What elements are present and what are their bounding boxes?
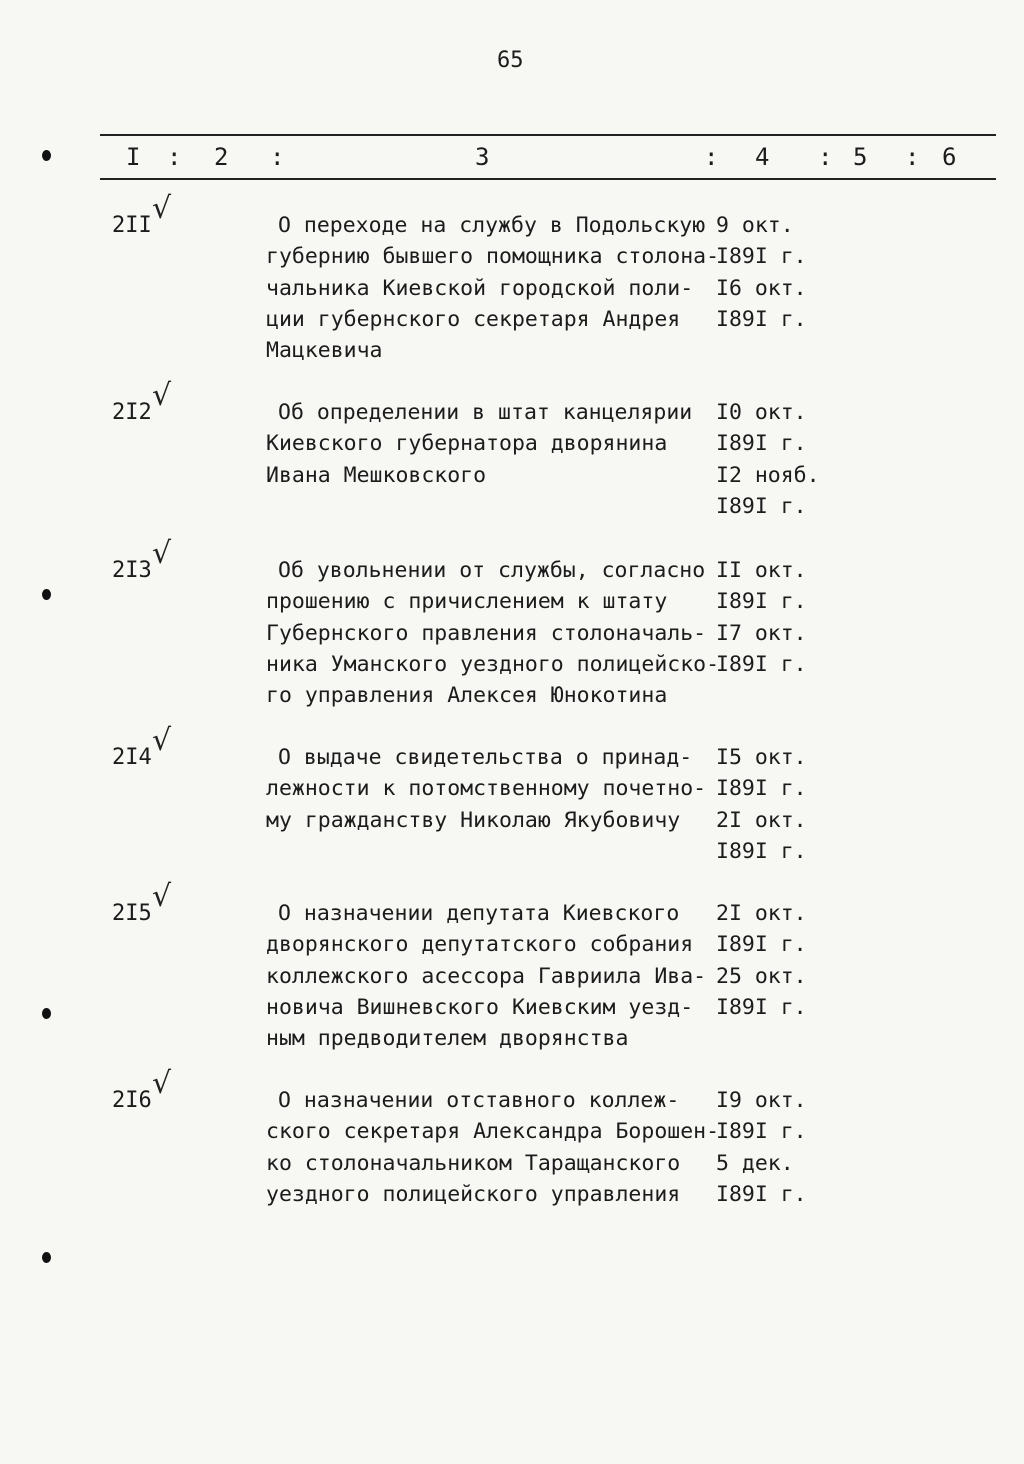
description-line: ника Уманского уездного полицейско- [266, 651, 720, 677]
description-line: губернию бывшего помощника столона- [266, 244, 720, 270]
date-line: I89I г. [716, 431, 807, 457]
header-col-3: 3 [475, 143, 490, 171]
check-mark: √ [152, 378, 172, 413]
date-line: I89I г. [716, 244, 807, 270]
description-line: Об увольнении от службы, согласно [278, 558, 706, 583]
description-line: О выдаче свидетельства о принад- [278, 745, 693, 770]
header-col-2: 2 [214, 143, 229, 171]
date-line: I89I г. [716, 1181, 807, 1207]
date-line: I89I г. [716, 932, 807, 958]
check-mark: √ [152, 191, 172, 226]
date-line: 25 окт. [716, 963, 807, 989]
date-line: 2I окт. [716, 901, 807, 926]
header-col-1: I [126, 143, 141, 171]
date-line: I89I г. [716, 776, 807, 802]
date-line: I2 нояб. [716, 462, 820, 488]
entry-number: 2I2 [112, 400, 152, 425]
check-mark: √ [152, 1066, 172, 1101]
binding-hole-mark [42, 150, 51, 161]
header-separator: : [270, 143, 285, 171]
date-line: I89I г. [716, 651, 807, 677]
description-line: ского секретаря Александра Борошен- [266, 1119, 720, 1145]
entry-number: 2I3 [112, 558, 152, 583]
binding-hole-mark [42, 1008, 51, 1019]
date-line: I5 окт. [716, 745, 807, 770]
check-mark: √ [152, 723, 172, 758]
date-line: 5 дек. [716, 1150, 794, 1176]
date-line: I89I г. [716, 306, 807, 332]
entry-number: 2I6 [112, 1088, 152, 1113]
date-line: I0 окт. [716, 400, 807, 425]
description-line: прошению с причислением к штату [266, 589, 668, 615]
description-line: ции губернского секретаря Андрея [266, 306, 681, 332]
date-line: II окт. [716, 558, 807, 583]
description-line: Об определении в штат канцелярии [278, 400, 693, 425]
header-separator: : [905, 143, 920, 171]
description-line: чальника Киевской городской поли- [266, 275, 694, 301]
description-line: ко столоначальником Таращанского [266, 1150, 681, 1176]
date-line: I9 окт. [716, 1088, 807, 1113]
date-line: I89I г. [716, 838, 807, 864]
date-line: 2I окт. [716, 807, 807, 833]
header-separator: : [167, 143, 182, 171]
entry-number: 2I4 [112, 745, 152, 770]
check-mark: √ [152, 536, 172, 571]
description-line: Киевского губернатора дворянина [266, 431, 668, 457]
check-mark: √ [152, 879, 172, 914]
description-line: дворянского депутатского собрания [266, 932, 694, 958]
header-col-5: 5 [853, 143, 868, 171]
date-line: I89I г. [716, 994, 807, 1020]
header-top-rule [100, 134, 996, 136]
date-line: I7 окт. [716, 620, 807, 646]
header-col-6: 6 [942, 143, 957, 171]
description-line: О переходе на службу в Подольскую [278, 213, 706, 238]
description-line: Ивана Мешковского [266, 462, 487, 488]
description-line: коллежского асессора Гавриила Ива- [266, 963, 707, 989]
description-line: новича Вишневского Киевским уезд- [266, 994, 694, 1020]
date-line: I89I г. [716, 1119, 807, 1145]
header-separator: : [704, 143, 719, 171]
description-line: ным предводителем дворянства [266, 1026, 629, 1052]
description-line: уездного полицейского управления [266, 1181, 681, 1207]
header-col-4: 4 [755, 143, 770, 171]
date-line: I89I г. [716, 493, 807, 519]
description-line: го управления Алексея Юнокотина [266, 683, 668, 709]
description-line: О назначении депутата Киевского [278, 901, 680, 926]
header-bottom-rule [100, 178, 996, 180]
date-line: I6 окт. [716, 275, 807, 301]
entry-number: 2II [112, 213, 152, 238]
description-line: Мацкевича [266, 338, 383, 364]
page-number: 65 [497, 48, 524, 73]
header-separator: : [818, 143, 833, 171]
binding-hole-mark [42, 1252, 51, 1263]
description-line: лежности к потомственному почетно- [266, 776, 707, 802]
description-line: му гражданству Николаю Якубовичу [266, 807, 681, 833]
description-line: Губернского правления столоначаль- [266, 620, 707, 646]
binding-hole-mark [42, 589, 51, 600]
entry-number: 2I5 [112, 901, 152, 926]
description-line: О назначении отставного коллеж- [278, 1088, 680, 1113]
date-line: I89I г. [716, 589, 807, 615]
date-line: 9 окт. [716, 213, 794, 238]
